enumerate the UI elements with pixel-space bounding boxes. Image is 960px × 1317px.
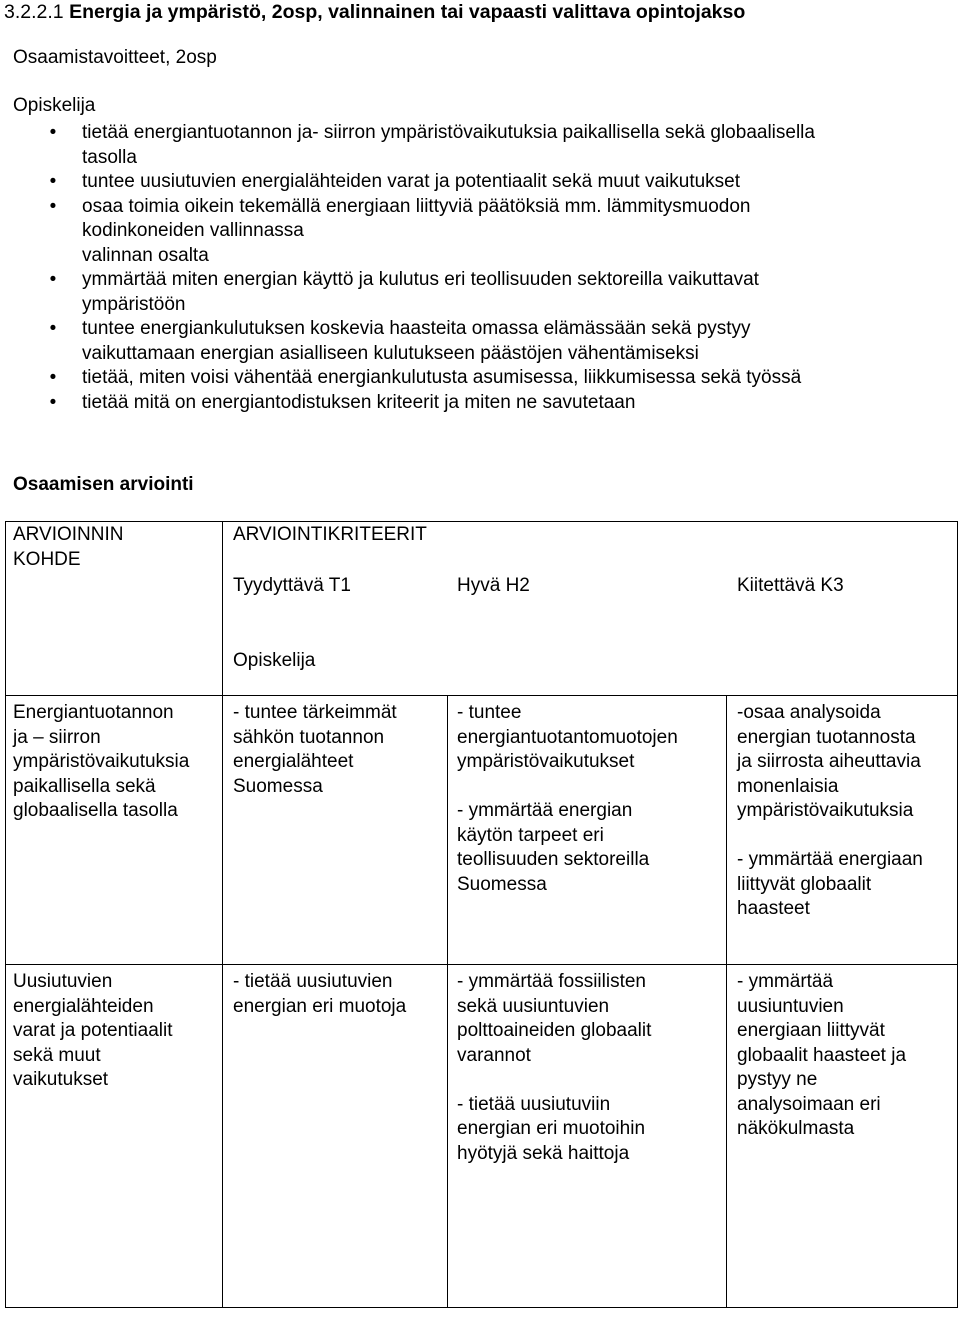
table-border xyxy=(5,695,958,696)
learning-goal-item xyxy=(0,170,900,195)
cell-text: ARVIOINNIN xyxy=(13,524,124,545)
learning-goal-text: tietää mitä on energiantodistuksen kriteerit ja miten ne savutetaan xyxy=(82,391,636,413)
criteria-k3-cell xyxy=(737,970,906,1142)
cell-text xyxy=(457,775,678,800)
cell-text: ympäristövaikutuksia xyxy=(737,800,914,821)
criteria-student-label xyxy=(233,649,315,674)
cell-text: ARVIOINTIKRITEERIT xyxy=(233,524,427,545)
cell-text: energian eri muotoja xyxy=(233,995,407,1017)
level-header-k3 xyxy=(737,574,844,599)
cell-text: liittyvät globaalit xyxy=(737,873,872,895)
table-border xyxy=(5,521,6,1308)
cell-text: energian tuotannosta xyxy=(737,726,916,748)
cell-text: analysoimaan eri xyxy=(737,1093,881,1115)
level-header-h2 xyxy=(457,574,530,599)
criteria-h2-cell xyxy=(457,701,678,897)
cell-text: Hyvä H2 xyxy=(457,575,530,596)
cell-text: energiantuotantomuotojen xyxy=(457,726,678,748)
cell-text: KOHDE xyxy=(13,548,81,570)
learning-goal-text: tietää, miten voisi vähentää energiankulutusta asumisessa, liikkumisessa sekä työssä xyxy=(82,367,802,388)
cell-text: -osaa analysoida xyxy=(737,702,881,723)
learning-goal-item xyxy=(0,317,900,366)
cell-text: sähkön tuotannon xyxy=(233,726,385,748)
cell-text: varat ja potentiaalit xyxy=(13,1020,173,1041)
bullet-icon: • xyxy=(49,367,57,388)
cell-text: monenlaisia xyxy=(737,775,839,797)
cell-text: käytön tarpeet eri xyxy=(457,824,604,846)
cell-text xyxy=(737,824,923,849)
learning-goal-text: ymmärtää miten energian käyttö ja kulutus eri teollisuuden sektoreilla vaikuttavat xyxy=(82,269,759,290)
criteria-t1-cell xyxy=(233,970,406,1019)
learning-goal-text: tuntee uusiutuvien energialähteiden varat ja potentiaalit sekä muut vaikutukset xyxy=(82,171,741,192)
cell-text: sekä muut xyxy=(13,1044,101,1066)
learning-goal-item xyxy=(0,268,900,317)
learning-goal-text: kodinkoneiden vallinnassa xyxy=(82,220,304,241)
cell-text: - ymmärtää energian xyxy=(457,800,633,821)
learning-goals-list xyxy=(0,121,900,415)
bullet-icon: • xyxy=(49,195,57,217)
learning-goal-item xyxy=(0,121,900,170)
learning-goal-text: vaikuttamaan energian asialliseen kulutukseen päästöjen vähentämiseksi xyxy=(82,342,699,364)
table-border xyxy=(5,521,958,522)
student-label: Opiskelija xyxy=(13,95,96,116)
cell-text: sekä uusiuntuvien xyxy=(457,995,610,1017)
cell-text: Kiitettävä K3 xyxy=(737,575,844,596)
criteria-k3-cell xyxy=(737,701,923,922)
cell-text: energiaan liittyvät xyxy=(737,1020,885,1041)
cell-text: varannot xyxy=(457,1044,531,1066)
bullet-icon: • xyxy=(49,269,57,290)
cell-text: ympäristövaikutukset xyxy=(457,751,635,772)
bullet-icon: • xyxy=(49,171,57,192)
cell-text: ympäristövaikutuksia xyxy=(13,751,190,772)
table-border xyxy=(447,695,448,1308)
cell-text: - ymmärtää fossiilisten xyxy=(457,971,646,992)
assessment-target-cell xyxy=(13,970,173,1093)
level-header-t1 xyxy=(233,574,351,599)
cell-text xyxy=(457,1068,651,1093)
cell-text: - tuntee xyxy=(457,702,522,723)
cell-text: näkökulmasta xyxy=(737,1118,855,1139)
section-heading xyxy=(4,0,745,25)
learning-goal-text: tasolla xyxy=(82,146,137,168)
learning-goal-text: osaa toimia oikein tekemällä energiaan liittyviä päätöksiä mm. lämmitysmuodon xyxy=(82,195,751,217)
cell-text: Suomessa xyxy=(457,873,547,895)
cell-text: ja siirrosta aiheuttavia xyxy=(737,751,921,772)
cell-text: Energiantuotannon xyxy=(13,702,174,723)
bullet-icon: • xyxy=(49,122,57,143)
assessment-target-cell xyxy=(13,701,189,824)
cell-text: pystyy ne xyxy=(737,1069,818,1090)
cell-text: - ymmärtää energiaan xyxy=(737,849,923,870)
table-border xyxy=(957,521,958,1308)
cell-text: Suomessa xyxy=(233,775,323,797)
learning-goals-subheading: Osaamistavoitteet, 2osp xyxy=(13,47,217,68)
cell-text: - tietää uusiutuvien xyxy=(233,971,393,992)
table-border xyxy=(5,1307,958,1308)
cell-text: - ymmärtää xyxy=(737,971,834,992)
cell-text: ja – siirron xyxy=(13,726,101,748)
cell-text: Uusiutuvien xyxy=(13,971,113,992)
criteria-t1-cell xyxy=(233,701,397,799)
cell-text: globaalisella tasolla xyxy=(13,800,178,821)
learning-goal-item xyxy=(0,195,900,269)
learning-goal-text: valinnan osalta xyxy=(82,244,209,266)
cell-text: uusiuntuvien xyxy=(737,995,844,1017)
criteria-header xyxy=(233,523,427,548)
cell-text: haasteet xyxy=(737,898,810,919)
cell-text: - tuntee tärkeimmät xyxy=(233,702,397,723)
cell-text: energian eri muotoihin xyxy=(457,1118,646,1139)
bullet-icon: • xyxy=(49,318,57,339)
cell-text: paikallisella sekä xyxy=(13,775,156,797)
cell-text: Opiskelija xyxy=(233,650,316,671)
criteria-h2-cell xyxy=(457,970,651,1166)
cell-text: - tietää uusiutuviin xyxy=(457,1093,611,1115)
cell-text: teollisuuden sektoreilla xyxy=(457,849,650,870)
cell-text: Tyydyttävä T1 xyxy=(233,575,351,596)
cell-text: globaalit haasteet ja xyxy=(737,1044,907,1066)
cell-text: energialähteet xyxy=(233,751,354,772)
assessment-title: Osaamisen arviointi xyxy=(13,474,194,495)
learning-goal-item xyxy=(0,391,900,416)
learning-goal-text: tuntee energiankulutuksen koskevia haasteita omassa elämässään sekä pystyy xyxy=(82,318,751,339)
cell-text: polttoaineiden globaalit xyxy=(457,1020,652,1041)
cell-text: energialähteiden xyxy=(13,995,154,1017)
learning-goal-text: tietää energiantuotannon ja- siirron ympäristövaikutuksia paikallisella sekä globaalisella xyxy=(82,122,815,143)
cell-text: hyötyjä sekä haittoja xyxy=(457,1142,630,1164)
assessment-target-header xyxy=(13,523,124,572)
learning-goal-text: ympäristöön xyxy=(82,293,186,315)
learning-goal-item xyxy=(0,366,900,391)
section-number: 3.2.2.1 xyxy=(4,1,64,23)
section-title: Energia ja ympäristö, 2osp, valinnainen tai vapaasti valittava opintojakso xyxy=(69,1,746,23)
table-border xyxy=(222,521,223,1308)
table-border xyxy=(726,695,727,1308)
table-border xyxy=(5,964,958,965)
bullet-icon: • xyxy=(49,391,57,413)
cell-text: vaikutukset xyxy=(13,1069,109,1090)
